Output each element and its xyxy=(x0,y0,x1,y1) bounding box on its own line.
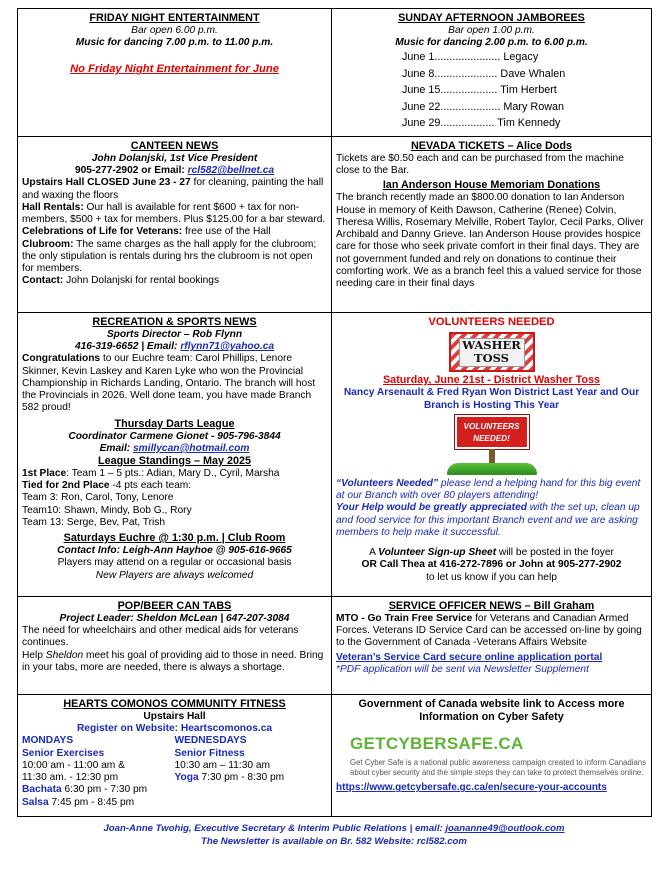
first-place-label: 1st Place xyxy=(22,467,67,479)
text2-name: Sheldon xyxy=(45,649,84,661)
service-portal-link[interactable]: Veteran’s Service Card secure online application portal xyxy=(336,651,603,663)
euchre-welcome: New Players are always welcomed xyxy=(95,569,254,581)
cyber-title: Government of Canada website link to Access more Information on Cyber Safety xyxy=(358,698,625,723)
footer-site-link[interactable]: rcl582.com xyxy=(416,835,467,847)
fitness-title: HEARTS COMONOS COMMUNITY FITNESS xyxy=(63,698,286,710)
friday-section xyxy=(18,9,332,137)
yoga-time: 7:30 pm - 8:30 pm xyxy=(198,772,285,784)
wednesday-class: Senior Fitness xyxy=(174,747,245,759)
washer-toss-sign-text: WASHER TOSS xyxy=(459,338,525,367)
darts-email-link[interactable]: smillycan@hotmail.com xyxy=(133,442,250,454)
getcybersafe-logo: GETCYBERSAFE.CA xyxy=(350,733,524,753)
team-line: Team 13: Serge, Bev, Pat, Trish xyxy=(22,516,166,528)
ian-text: The branch recently made an $800.00 donation to Ian Anderson House in memory of Keith Dawson, Catherine (Renee) Colvin, Theresa Willis, Rosemary Melville, Robert Taylor, Cecil Parks, Oliver Archibald and Danny Grieve. Ian Anderson House provides hospice care for those who seek private comfort in their final days. They are not government funded and rely on donations to continue their comforting work. We as a branch feel this a valued service for those needing care in their final days xyxy=(336,192,644,290)
nevada-text: Tickets are $0.50 each and can be purchased from the machine close to the Bar. xyxy=(336,152,624,177)
wednesday-label: WEDNESDAYS xyxy=(174,735,247,747)
schedule-item: June 15................... Tim Herbert xyxy=(402,84,557,97)
signup-prefix: A xyxy=(369,547,379,559)
fitness-schedule xyxy=(22,735,327,808)
bachata-time: 6:30 pm - 7:30 pm xyxy=(61,784,148,796)
para1-text: please lend a helping hand for this big event at our Branch with over 80 players attending! xyxy=(336,477,641,502)
service-section xyxy=(332,597,652,695)
footer-line2 xyxy=(17,836,651,849)
schedule-item: June 1...................... Legacy xyxy=(402,51,539,64)
footer-email-link[interactable]: joananne49@outlook.com xyxy=(445,823,565,834)
salsa-line xyxy=(22,797,175,809)
sunday-music: Music for dancing 2.00 p.m. to 6.00 p.m. xyxy=(395,37,588,49)
signup-suffix: will be posted in the foyer xyxy=(496,547,614,559)
tied-text: -4 pts each team: xyxy=(109,480,192,492)
cyber-description: Get Cyber Safe is a national public awareness campaign created to inform Canadians about cyber security and the simple steps they can take to protect themselves online. xyxy=(350,758,647,778)
canteen-celebrations xyxy=(22,226,327,238)
schedule-item: June 8..................... Dave Whalen xyxy=(402,67,566,80)
team-line: Team 3: Ron, Carol, Tony, Lenore xyxy=(22,492,174,504)
volunteers-para2 xyxy=(336,502,647,539)
para1-label: “Volunteers Needed” xyxy=(336,477,439,489)
canteen-contact-line xyxy=(22,275,327,287)
text2-prefix: Help xyxy=(22,649,46,661)
schedule-item: June 29.................. Tim Kennedy xyxy=(402,117,561,130)
cyber-link[interactable]: https://www.getcybersafe.gc.ca/en/secure-your-accounts xyxy=(336,782,607,794)
washer-toss-image xyxy=(449,332,535,372)
footer xyxy=(17,823,651,848)
volunteers-section xyxy=(332,313,652,597)
friday-music: Music for dancing 7.00 p.m. to 11.00 p.m. xyxy=(75,37,274,49)
contact-text: John Dolanjski for rental bookings xyxy=(63,275,220,287)
darts-email-prefix: Email: xyxy=(99,442,134,454)
canteen-title: CANTEEN NEWS xyxy=(130,140,219,152)
sports-contact xyxy=(22,341,327,353)
fitness-section xyxy=(18,695,332,817)
call-suffix: to let us know if you can help xyxy=(426,571,557,583)
signup-line xyxy=(336,547,647,559)
sports-director: Sports Director – Rob Flynn xyxy=(106,328,243,340)
popbeer-title: POP/BEER CAN TABS xyxy=(117,600,232,612)
mto-bold: MTO - Go Train Free Service xyxy=(336,612,473,624)
friday-title: FRIDAY NIGHT ENTERTAINMENT xyxy=(89,12,260,24)
text2-rest: meet his goal of providing aid to those in need. Bring in your tabs, more are needed, there is always a shortage. xyxy=(22,649,324,673)
canteen-person: John Dolanjski, 1st Vice President xyxy=(91,152,258,164)
bachata-line xyxy=(22,784,175,796)
sunday-bar-open: Bar open 1.00 p.m. xyxy=(448,24,535,36)
signup-bold: Volunteer Sign-up Sheet xyxy=(378,547,497,559)
salsa-label: Salsa xyxy=(22,796,49,808)
contact-label: Contact: xyxy=(22,275,64,287)
canteen-closed xyxy=(22,177,327,201)
standings-title: League Standings – May 2025 xyxy=(97,455,251,468)
canteen-contact-prefix: 905-277-2902 or Email: xyxy=(74,165,188,177)
wednesday-col xyxy=(175,735,328,808)
nevada-section xyxy=(332,137,652,313)
monday-col xyxy=(22,735,175,808)
jamboree-schedule xyxy=(402,49,647,131)
call-line: OR Call Thea at 416-272-7896 or John at 905-277-2902 xyxy=(361,559,622,571)
volunteers-para1 xyxy=(336,478,647,502)
para2-bold: Your Help would be greatly appreciated xyxy=(336,502,527,514)
clubroom-text: The same charges as the hall apply for the clubroom; the only stipulation is rentals during hrs the clubroom is not open for members. xyxy=(22,238,317,275)
rentals-label: Hall Rentals: xyxy=(22,201,84,213)
ian-title: Ian Anderson House Memoriam Donations xyxy=(382,179,601,192)
sports-contact-prefix: 416-319-6652 | Email: xyxy=(74,341,181,353)
popbeer-leader: Project Leader: Sheldon McLean | 647-207-3084 xyxy=(59,612,290,624)
getcybersafe-banner xyxy=(350,734,647,754)
washer-toss-winners: Nancy Arsenault & Fred Ryan Won District Last Year and Our Branch is Hosting This Year xyxy=(343,387,640,411)
friday-bar-open: Bar open 6.00 p.m. xyxy=(131,24,218,36)
newsletter-page xyxy=(17,8,651,848)
closed-label: Upstairs Hall CLOSED June 23 - 27 xyxy=(22,177,191,189)
popbeer-text1: The need for wheelchairs and other medical aids for veterans continues. xyxy=(22,625,299,649)
footer-line2-prefix: The Newsletter is available on Br. 582 Website: xyxy=(201,835,417,847)
popbeer-text2 xyxy=(22,650,327,674)
canteen-contact xyxy=(22,165,327,177)
volunteers-needed-image xyxy=(447,415,537,475)
pdf-note: *PDF application will be sent via Newsletter Supplement xyxy=(336,663,589,675)
first-place xyxy=(22,468,327,480)
canteen-section xyxy=(18,137,332,313)
team-line: Team10: Shawn, Mindy, Bob G., Rory xyxy=(22,504,192,516)
footer-line1 xyxy=(17,823,651,836)
sunday-section xyxy=(332,9,652,137)
clubroom-label: Clubroom: xyxy=(22,238,74,250)
canteen-clubroom xyxy=(22,239,327,276)
darts-email-line xyxy=(22,443,327,455)
cyber-section xyxy=(332,695,652,817)
sports-email-link[interactable]: rflynn71@yahoo.ca xyxy=(180,341,275,353)
canteen-rentals xyxy=(22,202,327,226)
sunday-title: SUNDAY AFTERNOON JAMBOREES xyxy=(398,12,585,24)
darts-title: Thursday Darts League xyxy=(114,417,235,430)
schedule-item: June 22.................... Mary Rowan xyxy=(402,100,565,113)
washer-toss-sign xyxy=(449,332,535,372)
fitness-register: Register on Website: Heartscomonos.ca xyxy=(76,723,273,735)
euchre-title: Saturdays Euchre @ 1:30 p.m. | Club Room xyxy=(63,532,286,545)
celebrations-text: free use of the Hall xyxy=(182,226,271,238)
footer-line1-prefix: Joan-Anne Twohig, Executive Secretary & Interim Public Relations | email: xyxy=(103,823,446,834)
congrats-label: Congratulations xyxy=(22,353,101,365)
monday-time: 10:00 am - 11:00 am & xyxy=(22,759,125,771)
yoga-line xyxy=(175,772,328,784)
fitness-location: Upstairs Hall xyxy=(143,710,206,722)
canteen-email-link[interactable]: rcl582@bellnet.ca xyxy=(187,165,275,177)
closed-text: for cleaning, painting the hall and waxing the floors xyxy=(22,177,324,201)
sign-grass xyxy=(447,463,537,475)
wednesday-time: 10:30 am – 11:30 am xyxy=(174,759,271,771)
congrats-text: to our Euchre team: Carol Phillips, Lenore Skinner, Kevin Laskey and Karen Lyke who won the Provincial Championship in Richards Landing, Ontario. The branch will host the Provincials in 2026. Well done team, you have made Branch 582 proud! xyxy=(22,353,316,414)
monday-time: 11:30 am. - 12:30 pm xyxy=(22,772,119,784)
para2-text: with the set up, clean up and food service for this important Branch event and we are asking members to help make it successful. xyxy=(336,502,640,538)
tied-label: Tied for 2nd Place xyxy=(22,480,110,492)
popbeer-section xyxy=(18,597,332,695)
volunteers-title: VOLUNTEERS NEEDED xyxy=(428,316,555,328)
darts-coordinator: Coordinator Carmene Gionet - 905-796-3844 xyxy=(68,430,281,442)
mto-para xyxy=(336,613,647,650)
mto-text: for Veterans and Canadian Armed Forces. Veterans ID Service Card can be accessed on-line by going to the Government of Canada -Veterans Affairs Website xyxy=(336,612,642,649)
monday-class: Senior Exercises xyxy=(22,747,105,759)
euchre-note: Players may attend on a regular or occasional basis xyxy=(57,557,292,569)
washer-toss-event: Saturday, June 21st - District Washer Toss xyxy=(382,374,600,387)
euchre-contact: Contact Info: Leigh-Ann Hayhoe @ 905-616-9665 xyxy=(57,545,292,557)
recreation-section xyxy=(18,313,332,597)
monday-label: MONDAYS xyxy=(22,735,74,747)
yoga-label: Yoga xyxy=(174,772,199,784)
salsa-time: 7:45 pm - 8:45 pm xyxy=(48,796,135,808)
service-title: SERVICE OFFICER NEWS – Bill Graham xyxy=(388,600,595,612)
tied-place xyxy=(22,480,327,492)
nevada-title: NEVADA TICKETS – Alice Dods xyxy=(411,140,572,152)
celebrations-label: Celebrations of Life for Veterans: xyxy=(22,226,183,238)
bachata-label: Bachata xyxy=(22,784,62,796)
first-place-text: : Team 1 – 5 pts.: Adian, Mary D., Cyril, Marsha xyxy=(66,467,280,479)
congrats-para xyxy=(22,353,327,414)
newsletter-grid xyxy=(17,8,652,817)
recreation-title: RECREATION & SPORTS NEWS xyxy=(92,316,257,328)
rentals-text: Our hall is available for rent $600 + tax for non-members, $500 + tax for members. Plus $125.00 for a bar steward. xyxy=(22,201,326,226)
volunteers-needed-sign-text: VOLUNTEERS NEEDED! xyxy=(455,415,529,449)
friday-notice: No Friday Night Entertainment for June xyxy=(70,63,279,76)
